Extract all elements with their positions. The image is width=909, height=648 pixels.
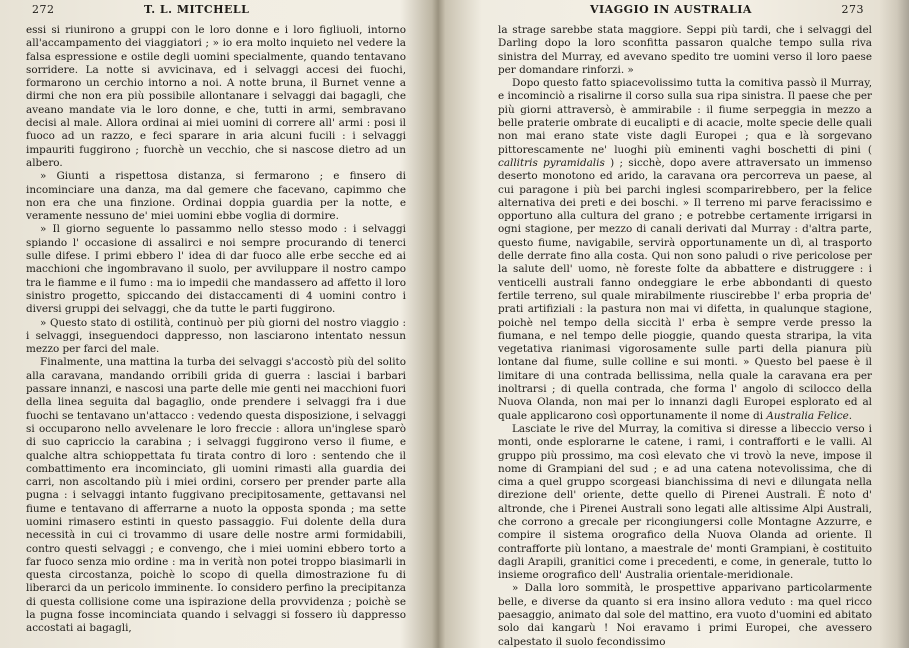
paragraph: essi si riunirono a gruppi con le loro donne e i loro figliuoli, intorno all'accampamento dei viaggiatori ; » io era molto inquieto nel vedere la falsa espressione e ostile degli uomini specialmente, quando tentavano sorridere. La notte si avvicinava, ed i selvaggi accesi dei fuochi, formarono un cerchio intorno a noi. A notte bruna, il Burnet venne a dirmi che non era più possibile allontanare i selvaggi dai bagagli, che aveano mandate via le loro donne, e che, tutti in armi, sembravano decisi al male. Allora ordinai ai miei uomini di correre all' armi : posi il fuoco ad un razzo, e feci sparare in aria alcuni fucili : i selvaggi impauriti fuggirono ; fuorchè un vecchio, che si nascose dietro ad un albero.	[26, 24, 406, 169]
page-edge-shadow	[879, 0, 909, 648]
right-page-header	[498, 0, 872, 24]
right-page	[498, 0, 872, 648]
right-page-body	[498, 24, 872, 648]
paragraph: la strage sarebbe stata maggiore. Seppi più tardi, che i selvaggi del Darling dopo la loro sconfitta passaron qualche tempo sulla riva sinistra del Murray, ed avevano spedito tre uomini verso il loro paese per domandare rinforzi. »	[498, 24, 872, 76]
left-page	[26, 0, 406, 648]
right-page-number: 273	[841, 3, 864, 16]
paragraph: Lasciate le rive del Murray, la comitiva si diresse a libeccio verso i monti, onde esplorarne le catene, i rami, i contrafforti e le valli. Al gruppo più prossimo, ma così elevato che vi trovò la neve, impose il nome di Grampiani del sud ; e ad una catena notevolissima, che di cima a quel gruppo scorgeasi bianchissima di nevi e dilungata nella direzione dell' oriente, dette quello di Pirenei Australi. È noto d' altronde, che i Pirenei Australi sono legati alle altissime Alpi Australi, che corrono a grecale per ricongiungersi colle Montagne Azzurre, e compire il sistema orografico della Nuova Olanda ad oriente. Il contrafforte più lontano, a maestrale de' monti Grampiani, è costituito dagli Arapili, granitici come i precedenti, e come, in generale, tutto lo insieme orografico dell' Australia orientale-meridionale.	[498, 422, 872, 582]
left-page-number: 272	[32, 3, 55, 16]
species-name: callitris pyramidalis	[498, 156, 605, 169]
left-page-body	[26, 24, 406, 636]
left-page-header	[26, 0, 406, 24]
region-name: Australia Felice	[766, 409, 849, 422]
paragraph: » Questo stato di ostilità, continuò per più giorni del nostro viaggio : i selvaggi, inseguendoci dappresso, non lasciarono intentato nessun mezzo per farci del male.	[26, 316, 406, 356]
paragraph: » Dalla loro sommità, le prospettive apparivano particolarmente belle, e diverse da quanto si era insino allora veduto : ma quel ricco paesaggio, animato dal sole del mattino, era vuoto d'uomini ed abitato solo dai kangarù ! Noi eravamo i primi Europei, che avessero calpestato il suolo fecondissimo	[498, 582, 872, 648]
paragraph-text: Dopo questo fatto spiacevolissimo tutta la comitiva passò il Murray, e incominciò a risalirne il corso sulla sua ripa sinistra. Il paese che per più giorni attraversò, è ammirabile : il fiume serpeggia in mezzo a belle praterie ombrate di eucalipti e di acacie, molte specie delle quali non mai erano state viste dagli Europei ; qua e là sorgevano pittorescamente ne' luoghi più eminenti vaghi boschetti di pini (	[498, 77, 872, 156]
paragraph	[498, 77, 872, 423]
paragraph: » Giunti a rispettosa distanza, si fermarono ; e finsero di incominciare una danza, ma dal gemere che facevano, capimmo che non era che una finzione. Ordinai doppia guardia per la notte, e veramente nessuno de' miei uomini ebbe voglia di dormire.	[26, 170, 406, 223]
paragraph: Finalmente, una mattina la turba dei selvaggi s'accostò più del solito alla caravana, mandando orribili grida di guerra : lasciai i barbari passare innanzi, e nascosi una parte delle mie genti nei macchioni fuori della linea seguita dal bagaglio, onde prendere i selvaggi fra i due fuochi se tentavano un'attacco : vedendo questa disposizione, i selvaggi si occuparono nello avvelenare le loro freccie : allora un'inglese sparò di suo capriccio la carabina ; i selvaggi fuggirono verso il fiume, e qualche altra schioppettata fu tirata contro di loro : sentendo che il combattimento era incominciato, gli uomini rimasti alla guardia dei carri, non ascoltando più i miei ordini, corsero per prender parte alla pugna : i selvaggi intanto fuggivano precipitosamente, gettavansi nel fiume e tentavano di afferrarne a nuoto la opposta sponda ; ma sette uomini rimasero estinti in questo passaggio. Fui dolente della dura necessità in cui ci trovammo di usare delle nostre armi formidabili, contro questi selvaggi ; e convengo, che i miei uomini ebbero torto a far fuoco senza mio ordine : ma in verità non potei troppo biasimarli in questa circostanza, poichè lo scopo di quella dimostrazione fu di liberarci da un pericolo imminente. Io considero perfino la precipitanza di questa collisione come una ispirazione della provvidenza ; poichè se la pugna fosse incominciata quando i selvaggi si fossero iù dappresso accostati ai bagagli,	[26, 356, 406, 635]
paragraph: » Il giorno seguente lo passammo nello stesso modo : i selvaggi spiando l' occasione di assalirci e noi sempre procurando di tenerci sulle difese. I primi ebbero l' idea di dar fuoco alle erbe secche ed ai macchioni che ingombravano il suolo, per avviluppare il nostro campo tra le fiamme e il fumo : ma io impedii che mandassero ad affetto il loro sinistro progetto, spiccando dei distaccamenti di 4 uomini contro i diversi gruppi dei selvaggi, che da tutte le parti fuggirono.	[26, 223, 406, 316]
right-running-head: VIAGGIO IN AUSTRALIA	[590, 3, 752, 16]
left-running-head: T. L. MITCHELL	[144, 3, 250, 16]
paragraph-text: ) ; sicchè, dopo avere attraversato un immenso deserto monotono ed arido, la caravana ora percorreva un paese, al cui paragone i più bei parchi inglesi scomparirebbero, per la felice alternativa dei preti e dei boschi. » Il terreno mi parve feracissimo e opportuno alla cultura del grano ; e potrebbe certamente irrigarsi in ogni stagione, per mezzo di canali derivati dal Murray : d'altra parte, questo fiume, navigabile, servirà opportunamente un dì, al trasporto delle derrate fino alla costa. Qui non sono paludi o rive pericolose per la salute dell' uomo, nè foreste folte da abbattere e distruggere : i venticelli australi fanno ondeggiare le erbe abbondanti di questo fertile terreno, sul quale mirabilmente riuscirebbe l' erba propria de' prati artifiziali : la pastura non mai vi difetta, in qualunque stagione, poichè nel tempo della siccità l' erba è sempre verde presso la fiumana, e nel tempo delle pioggie, quando questa straripa, la vita vegetativa rianimasi vigorosamente sulle parti della pianura più lontane dal fiume, sulle colline e sui monti. » Questo bel paese è il limitare di una contrada bellissima, nella quale la caravana era per inoltrarsi ; di quella contrada, che forma l' angolo di scilocco della Nuova Olanda, non mai per lo innanzi dagli Europei esplorato ed al quale applicarono così opportunamente il nome di	[498, 156, 872, 422]
paragraph-text: .	[848, 409, 853, 422]
